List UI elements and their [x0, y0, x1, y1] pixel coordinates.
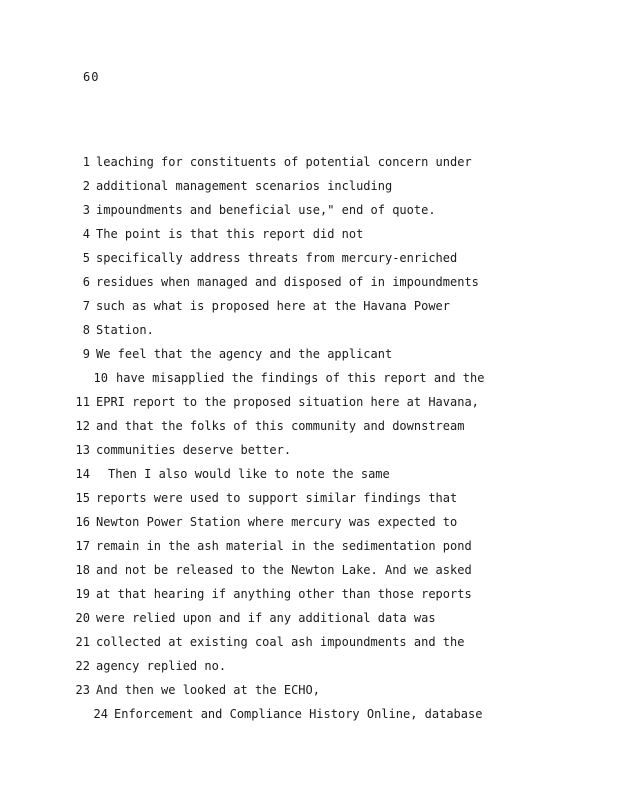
line-number: 24 [93, 707, 108, 721]
line-number: 18 [75, 563, 90, 577]
line-text: such as what is proposed here at the Havana Power [96, 299, 451, 313]
transcript-line [0, 394, 618, 418]
line-text: and that the folks of this community and downstream [96, 419, 465, 433]
line-text: leaching for constituents of potential concern under [96, 155, 472, 169]
transcript-line [0, 370, 618, 394]
line-text: residues when managed and disposed of in impoundments [96, 275, 479, 289]
line-number: 8 [82, 323, 90, 337]
line-text: at that hearing if anything other than those reports [96, 587, 472, 601]
transcript-line [0, 490, 618, 514]
line-number: 2 [82, 179, 90, 193]
transcript-line [0, 514, 618, 538]
transcript-line [0, 418, 618, 442]
line-number: 7 [82, 299, 90, 313]
line-text: And then we looked at the ECHO, [96, 683, 320, 697]
line-number: 20 [75, 611, 90, 625]
line-number: 21 [75, 635, 90, 649]
line-text: We feel that the agency and the applicant [96, 347, 393, 361]
line-number: 9 [82, 347, 90, 361]
line-text: and not be released to the Newton Lake. And we asked [96, 563, 472, 577]
transcript-line [0, 154, 618, 178]
line-number: 14 [75, 467, 90, 481]
transcript-line [0, 322, 618, 346]
line-number: 5 [82, 251, 90, 265]
line-text: were relied upon and if any additional data was [96, 611, 436, 625]
line-number: 19 [75, 587, 90, 601]
line-text: EPRI report to the proposed situation here at Havana, [96, 395, 479, 409]
line-text: Station. [96, 323, 154, 337]
transcript-line [0, 706, 618, 730]
transcript-line [0, 298, 618, 322]
transcript-line [0, 442, 618, 466]
transcript-line [0, 586, 618, 610]
transcript-line [0, 562, 618, 586]
transcript-line [0, 538, 618, 562]
line-text: have misapplied the findings of this report and the [116, 371, 485, 385]
line-number: 6 [82, 275, 90, 289]
transcript-line [0, 634, 618, 658]
line-text: communities deserve better. [96, 443, 292, 457]
line-text: Enforcement and Compliance History Online, database [114, 707, 483, 721]
transcript-line [0, 250, 618, 274]
line-number: 15 [75, 491, 90, 505]
line-number: 23 [75, 683, 90, 697]
line-text: impoundments and beneficial use," end of quote. [96, 203, 436, 217]
transcript-line [0, 346, 618, 370]
line-text: reports were used to support similar findings that [96, 491, 458, 505]
transcript-line [0, 202, 618, 226]
line-text: agency replied no. [96, 659, 227, 673]
line-text: specifically address threats from mercury-enriched [96, 251, 458, 265]
transcript-line [0, 466, 618, 490]
line-number: 3 [82, 203, 90, 217]
line-number: 11 [75, 395, 90, 409]
transcript-line [0, 226, 618, 250]
transcript-line [0, 274, 618, 298]
line-number: 4 [82, 227, 90, 241]
transcript-line [0, 682, 618, 706]
line-number: 17 [75, 539, 90, 553]
line-text: remain in the ash material in the sedimentation pond [96, 539, 472, 553]
line-number: 10 [93, 371, 108, 385]
line-number: 13 [75, 443, 90, 457]
transcript-line [0, 610, 618, 634]
line-text: collected at existing coal ash impoundments and the [96, 635, 465, 649]
line-number: 22 [75, 659, 90, 673]
transcript-line [0, 658, 618, 682]
line-number: 12 [75, 419, 90, 433]
transcript-line [0, 178, 618, 202]
line-number: 16 [75, 515, 90, 529]
page-number: 60 [83, 70, 100, 84]
line-number: 1 [82, 155, 90, 169]
line-text: The point is that this report did not [96, 227, 364, 241]
transcript-lines [0, 154, 618, 730]
line-text: additional management scenarios including [96, 179, 393, 193]
line-text: Then I also would like to note the same [108, 467, 390, 481]
line-text: Newton Power Station where mercury was expected to [96, 515, 458, 529]
